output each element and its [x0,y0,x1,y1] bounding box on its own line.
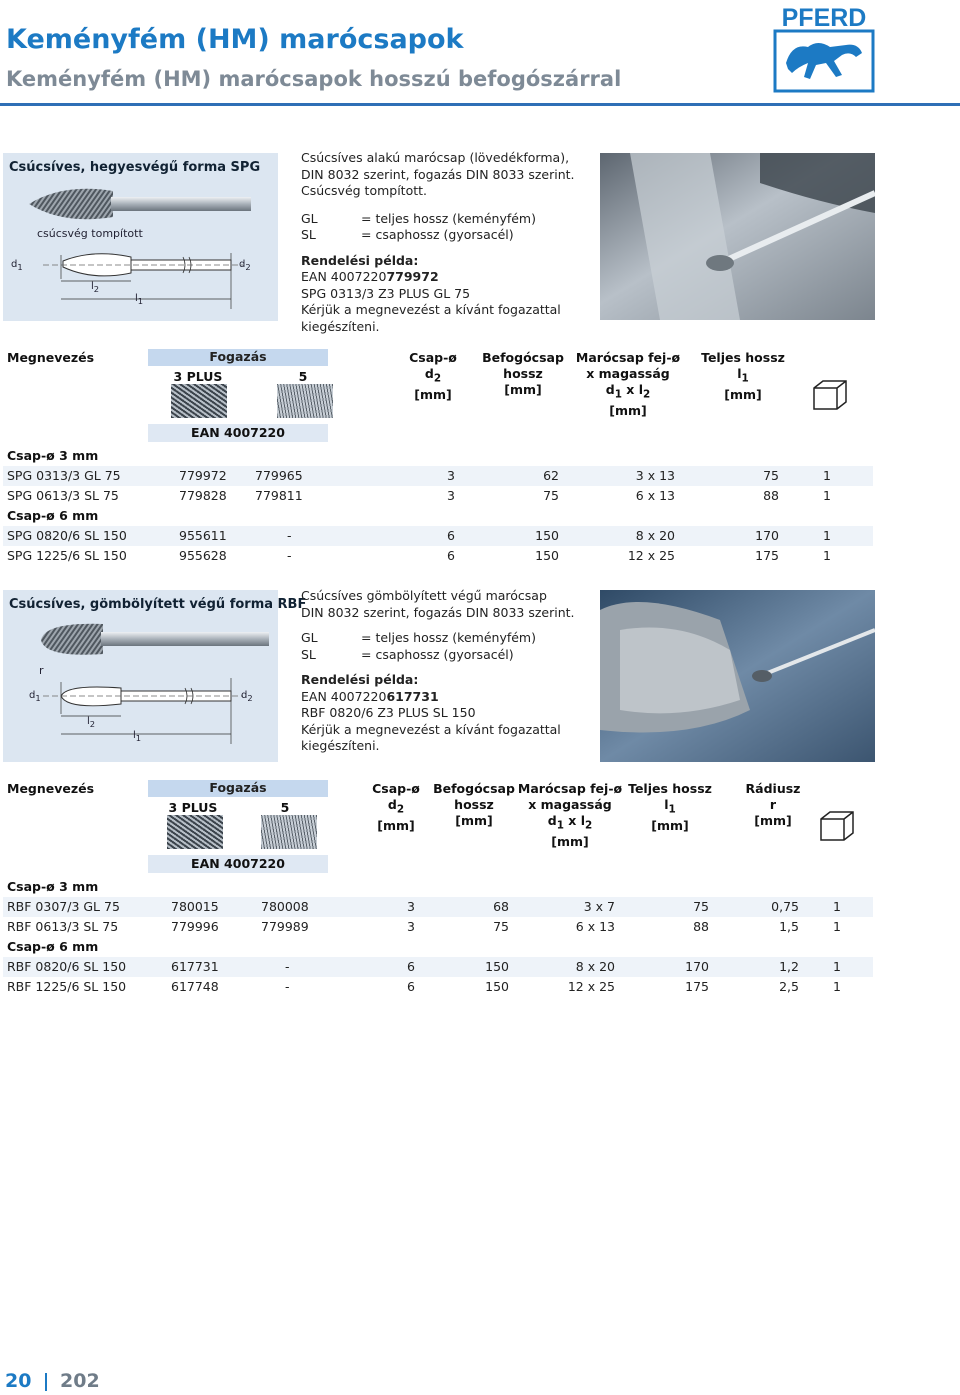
col-fogazas: Fogazás [148,349,328,366]
logo-text: PFERD [781,4,867,32]
table-row: RBF 0820/6 SL 150 617731 - 6 150 8 x 20 170 1,2 1 [3,957,873,977]
table-row: RBF 1225/6 SL 150 617748 - 6 150 12 x 25 175 2,5 1 [7,979,841,994]
col-marocsap: Marócsap fej-ø x magasság $d_1$ x $l_2$ [mm] [575,350,681,418]
table-row: SPG 0613/3 SL 75 779828 779811 3 75 6 x 13 88 1 [7,488,831,503]
col-5: 5 [280,800,290,815]
group-heading: Csap-ø 3 mm [7,448,99,463]
table1-header [3,346,873,442]
rbf-description: Csúcsíves gömbölyített végű marócsap DIN 8032 szerint, fogazás DIN 8033 szerint. GL = teljes hossz (keményfém) SL = csaphossz (gyorsacél) Rendelési példa: EAN 4007220617731 RBF 0820/6 Z3 PLUS SL 150 Kérjük a megnevezést a kívánt fogazattal kiegészíteni. [301,588,575,753]
l2-label: $l_2$ [87,716,96,729]
col-teljes: Teljes hossz $l_1$ [mm] [701,350,785,402]
col-befogocsap: Befogócsap hossz [mm] [433,781,515,828]
group-heading: Csap-ø 6 mm [7,939,99,954]
tooth-3plus-image [167,815,223,849]
d2-label: $d_2$ [241,690,253,703]
table-row: SPG 0820/6 SL 150 955611 - 6 150 8 x 20 170 1 [3,526,873,546]
col-marocsap: Marócsap fej-ø x magasság $d_1$ x $l_2$ [mm] [517,781,623,849]
ean-prefix-header: EAN 4007220 [148,855,328,873]
ean-prefix-header: EAN 4007220 [148,424,328,442]
d2-label: $d_2$ [239,259,251,272]
package-icon [818,809,856,843]
group-heading: Csap-ø 3 mm [7,879,99,894]
page-subtitle: Keményfém (HM) marócsapok hosszú befogószárral [6,67,622,91]
col-3plus: 3 PLUS [173,369,223,384]
col-5: 5 [298,369,308,384]
col-megnevezes: Megnevezés [7,350,95,365]
col-radius: Rádiusz r [mm] [745,781,801,828]
spg-application-photo [600,153,875,320]
table-row: RBF 0613/3 SL 75 779996 779989 3 75 6 x 13 88 1,5 1 [7,919,841,934]
tip-label: csúcsvég tompított [37,227,143,240]
page-title: Keményfém (HM) marócsapok [6,24,464,55]
tooth-3plus-image [171,384,227,418]
tooth-5-image [261,815,317,849]
tooth-5-image [277,384,333,418]
package-icon [811,378,849,412]
header-rule [0,103,960,106]
spg-diagram-title: Csúcsíves, hegyesvégű forma SPG [9,160,261,175]
page-total: 202 [60,1370,100,1392]
rbf-diagram-title: Csúcsíves, gömbölyített végű forma RBF [9,597,307,612]
rbf-diagram-panel [3,590,307,762]
table2-header [3,777,873,873]
col-3plus: 3 PLUS [168,800,218,815]
col-csap: Csap-ø $d_2$ [mm] [372,781,420,833]
r-label: r [39,664,44,677]
l2-label: $l_2$ [91,281,100,294]
col-teljes: Teljes hossz $l_1$ [mm] [628,781,712,833]
col-fogazas: Fogazás [148,780,328,797]
pferd-logo [772,3,876,93]
rbf-application-photo [600,590,875,762]
col-csap: Csap-ø $d_2$ [mm] [409,350,457,402]
table-row: SPG 0313/3 GL 75 779972 779965 3 62 3 x 13 75 1 [3,466,873,486]
col-befogocsap: Befogócsap hossz [mm] [482,350,564,397]
d1-label: $d_1$ [11,259,23,272]
table-row: RBF 0307/3 GL 75 780015 780008 3 68 3 x 7 75 0,75 1 [3,897,873,917]
group-heading: Csap-ø 6 mm [7,508,99,523]
l1-label: $l_1$ [133,730,142,743]
page-number-divider [45,1373,47,1391]
l1-label: $l_1$ [135,293,144,306]
spg-diagram-panel [3,153,278,321]
col-megnevezes: Megnevezés [7,781,95,796]
spg-description: Csúcsíves alakú marócsap (lövedékforma), DIN 8032 szerint, fogazás DIN 8033 szerint. Csúcsvég tompított. GL = teljes hossz (keményfém) SL = csaphossz (gyorsacél) Rendelési példa: EAN 4007220779972 SPG 0313/3 Z3 PLUS GL 75 Kérjük a megnevezést a kívánt fogazattal kiegészíteni. [301,150,575,334]
d1-label: $d_1$ [29,690,41,703]
table-row: SPG 1225/6 SL 150 955628 - 6 150 12 x 25 175 1 [7,548,831,563]
page-number: 20 [5,1370,32,1392]
